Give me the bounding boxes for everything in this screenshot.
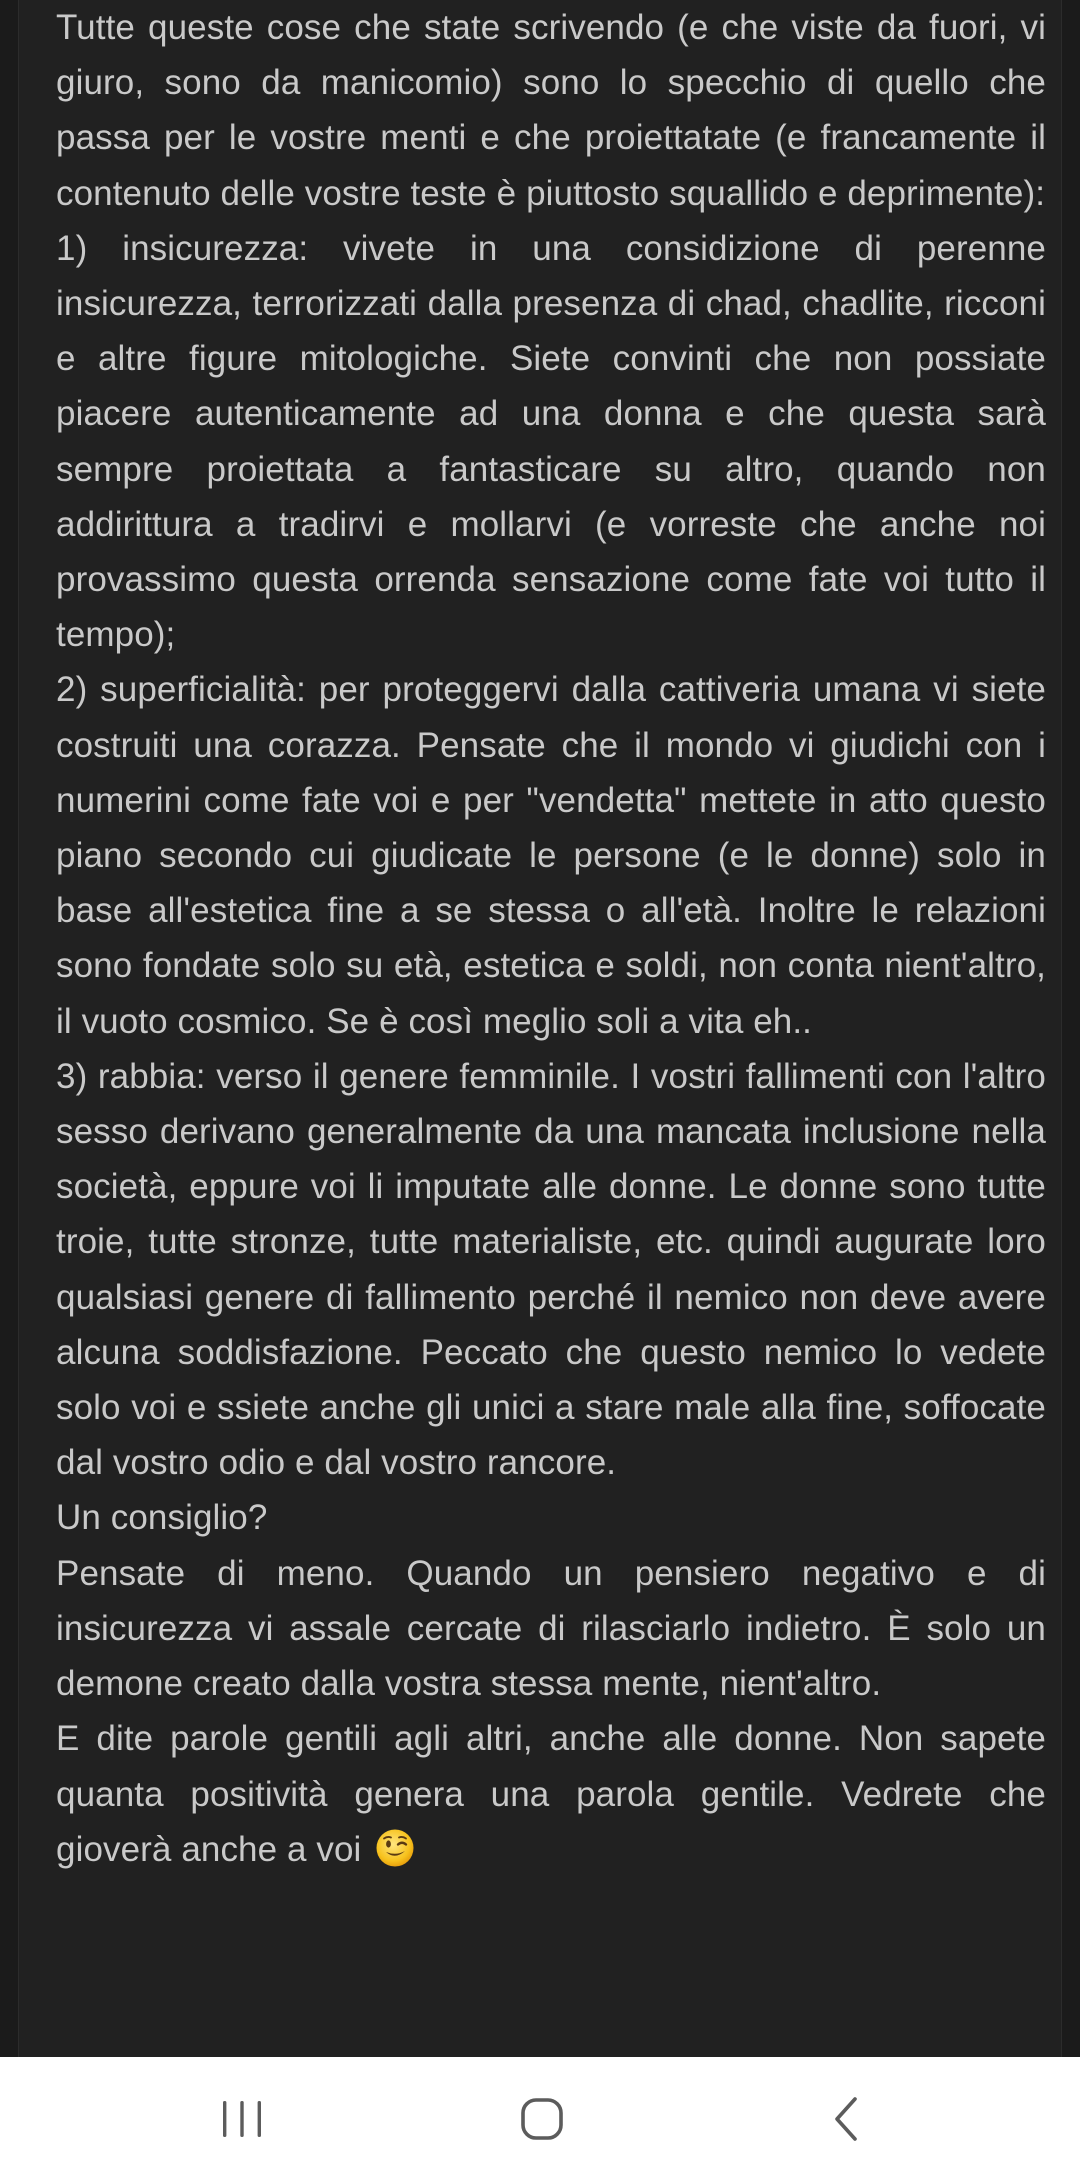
home-icon <box>520 2097 564 2141</box>
point-anger-paragraph: 3) rabbia: verso il genere femminile. I vostri fallimenti con l'altro sesso derivano generalmente da una mancata inclusione nella società, eppure voi li imputate alle donne. Le donne sono tutte troie, tutte stronze, tutte materialiste, etc. quindi augurate loro qualsiasi genere di fallimento perché il nemico non deve avere alcuna soddisfazione. Peccato che questo nemico lo vedete solo voi e ssiete anche gli unici a stare male alla fine, soffocate dal vostro odio e dal vostro rancore. <box>56 1056 1046 1483</box>
advice-think-less-paragraph: Pensate di meno. Quando un pensiero negativo e di insicurezza vi assale cercate di rilasciarlo indietro. È solo un demone creato dalla vostra stessa mente, nient'altro. <box>56 1553 1046 1704</box>
recent-apps-icon <box>220 2099 264 2139</box>
advice-kind-words-paragraph <box>56 1711 1046 1877</box>
post-intro-paragraph: Tutte queste cose che state scrivendo (e che viste da fuori, vi giuro, sono da manicomio) sono lo specchio di quello che passa per le vostre menti e che proiettatate (e francamente il contenuto delle vostre teste è piuttosto squallido e deprimente): <box>56 8 1046 213</box>
back-icon <box>831 2096 861 2142</box>
post-body <box>56 0 1046 1877</box>
point-insecurity-paragraph: 1) insicurezza: vivete in una considizione di perenne insicurezza, terrorizzati dalla presenza di chad, chadlite, ricconi e altre figure mitologiche. Siete convinti che non possiate piacere autenticamente ad una donna e che questa sarà sempre proiettata a fantasticare su altro, quando non addirittura a tradirvi e mollarvi (e vorreste che anche noi provassimo questa orrenda sensazione come fate voi tutto il tempo); <box>56 228 1046 655</box>
winking-face-emoji-icon <box>375 1828 415 1868</box>
advice-question: Un consiglio? <box>56 1498 268 1538</box>
home-button[interactable] <box>462 2057 622 2181</box>
point-superficiality-paragraph: 2) superficialità: per proteggervi dalla cattiveria umana vi siete costruiti una corazza. Pensate che il mondo vi giudichi con i numerini come fate voi e per "vendetta" mettete in atto questo piano secondo cui giudicate le persone (e le donne) solo in base all'estetica fine a se stessa o all'età. Inoltre le relazioni sono fondate solo su età, estetica e soldi, non conta nient'altro, il vuoto cosmico. Se è così meglio soli a vita eh.. <box>56 670 1046 1041</box>
recent-apps-button[interactable] <box>162 2057 322 2181</box>
back-button[interactable] <box>766 2057 926 2181</box>
post-card <box>18 0 1062 2057</box>
system-navigation-bar <box>0 2057 1080 2181</box>
kind-words-text: E dite parole gentili agli altri, anche alle donne. Non sapete quanta positività genera una parola gentile. Vedrete che gioverà anche a voi <box>56 1719 1046 1869</box>
